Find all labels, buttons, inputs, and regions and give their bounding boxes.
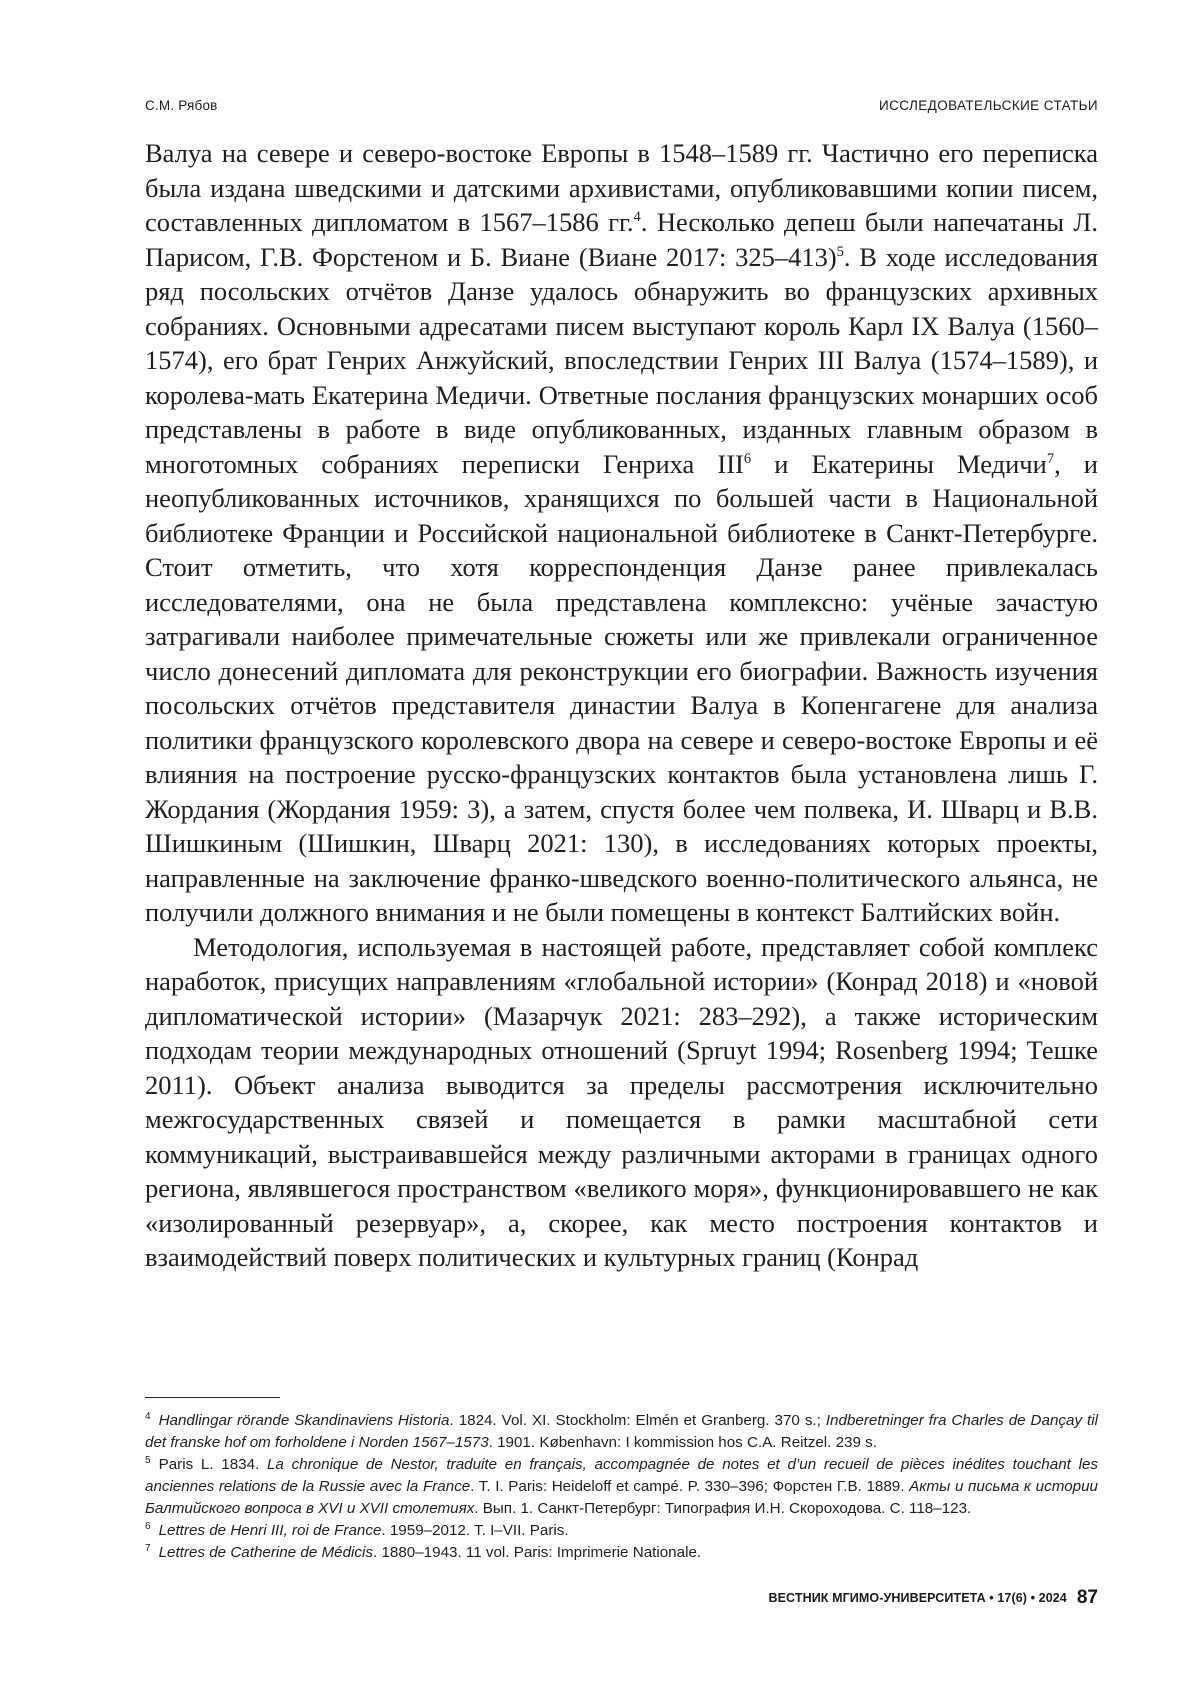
footnote-text: . 1901. København: I kommission hos C.A. Reitzel. 239 s.: [488, 1434, 877, 1451]
article-body: [145, 136, 1098, 1275]
footnote-title: Lettres de Catherine de Médicis: [158, 1544, 373, 1561]
footnote-7: [145, 1542, 1098, 1564]
footnote-ref-6[interactable]: 6: [743, 450, 752, 467]
running-head-author: С.М. Рябов: [145, 98, 218, 113]
footnote-number: 6: [145, 1520, 151, 1532]
footnote-text: Paris L. 1834.: [158, 1456, 267, 1473]
footnote-text: . T. I. Paris: Heideloff et campé. P. 330–396; Форстен Г.В. 1889.: [470, 1478, 910, 1495]
footnote-4: [145, 1410, 1098, 1454]
footnote-ref-4[interactable]: 4: [633, 209, 641, 226]
footnote-title: Indberetninger fra Charles de Dançay til det franske hof om forholdene i Norden 1567–1573: [145, 1412, 1098, 1451]
paragraph-2: Методология, используемая в настоящей работе, представляет собой комплекс наработок, присущих направлениям «глобальной истории» (Конрад 2018) и «новой дипломатической истории» (Мазарчук 2021: 283–292), а также историческим подходам теории международных отношений (Spruyt 1994; Rosenberg 1994; Тешке 2011). Объект анализа выводится за пределы рассмотрения исключительно межгосударственных связей и помещается в рамки масштабной сети коммуникаций, выстраивавшейся между различными акторами в границах одного региона, являвшегося пространством «великого моря», функционировавшего не как «изолированный резервуар», а, скорее, как место построения контактов и взаимодействий поверх политических и культурных границ (Конрад: [145, 931, 1098, 1272]
paragraph-1-text-a: Валуа на севере и северо-востоке Европы в 1548–1589 гг. Частично его переписка была издана шведскими и датскими архивистами, опубликовавшими копии писем, составленных дипломатом в 1567–1586 гг.: [145, 138, 1098, 237]
footnote-text: . 1824. Vol. XI. Stockholm: Elmén et Granberg. 370 s.;: [449, 1412, 826, 1429]
footnotes: [145, 1410, 1098, 1564]
footnote-title: Акты и письма к истории Балтийского вопроса в XVI и XVII столетиях: [145, 1478, 1098, 1517]
page-footer: [768, 1587, 1098, 1611]
footnote-6: [145, 1520, 1098, 1542]
footnote-number: 7: [145, 1542, 151, 1554]
footnote-ref-5[interactable]: 5: [836, 243, 844, 260]
paragraph-1: [145, 136, 1098, 930]
footnote-text: . 1959–2012. T. I–VII. Paris.: [381, 1522, 569, 1539]
paragraph-1-text-c: . В ходе исследования ряд посольских отчётов Данзе удалось обнаружить во французских архивных собраниях. Основными адресатами писем выступают король Карл IX Валуа (1560–1574), его брат Генрих Анжуйский, впоследствии Генрих III Валуа (1574–1589), и королева-мать Екатерина Медичи. Ответные послания французских монарших особ представлены в работе в виде опубликованных, изданных главным образом в многотомных собраниях переписки Генриха III: [145, 241, 1098, 479]
footnote-text: . 1880–1943. 11 vol. Paris: Imprimerie Nationale.: [373, 1544, 702, 1561]
journal-name: ВЕСТНИК МГИМО-УНИВЕРСИТЕТА • 17(6) • 2024: [768, 1591, 1067, 1605]
paragraph-1-text-e: , и неопубликованных источников, хранящихся по большей части в Национальной библиотеке Франции и Российской национальной библиотеке в Санкт-Петербурге. Стоит отметить, что хотя корреспонденция Данзе ранее привлекалась исследователями, она не была представлена комплексно: учёные зачастую затрагивали наиболее примечательные сюжеты или же привлекали ограниченное число донесений дипломата для реконструкции его биографии. Важность изучения посольских отчётов представителя династии Валуа в Копенгагене для анализа политики французского королевского двора на севере и северо-востоке Европы и её влияния на построение русско-французских контактов была установлена лишь Г. Жордания (Жордания 1959: 3), а затем, спустя более чем полвека, И. Шварц и В.В. Шишкиным (Шишкин, Шварц 2021: 130), в исследованиях которых проекты, направленные на заключение франко-шведского военно-политического альянса, не получили должного внимания и не были помещены в контекст Балтийских войн.: [145, 448, 1098, 927]
paragraph-1-text-d: и Екатерины Медичи: [751, 448, 1047, 479]
footnote-ref-7[interactable]: 7: [1046, 450, 1055, 467]
footnote-number: 4: [145, 1410, 151, 1422]
footnote-text: . Вып. 1. Санкт-Петербург: Типография И.Н. Скороходова. С. 118–123.: [474, 1500, 972, 1517]
running-head: [145, 98, 1098, 120]
paragraph-1-text-b: . Несколько депеш были напечатаны Л. Парисом, Г.В. Форстеном и Б. Виане (Виане 2017: 325–413): [145, 207, 1098, 272]
footnote-title: Lettres de Henri III, roi de France: [158, 1522, 382, 1539]
page-number: 87: [1076, 1587, 1098, 1608]
footnote-title: Handlingar rörande Skandinaviens Historia: [158, 1412, 450, 1429]
footnote-title: La chronique de Nestor, traduite en français, accompagnée de notes et d’un recueil de pièces inédites touchant les anciennes relations de la Russie avec la France: [145, 1456, 1098, 1495]
footnote-5: [145, 1454, 1098, 1520]
footnote-separator: [145, 1397, 280, 1398]
footnote-number: 5: [145, 1454, 151, 1466]
running-head-section: ИССЛЕДОВАТЕЛЬСКИЕ СТАТЬИ: [879, 98, 1098, 113]
